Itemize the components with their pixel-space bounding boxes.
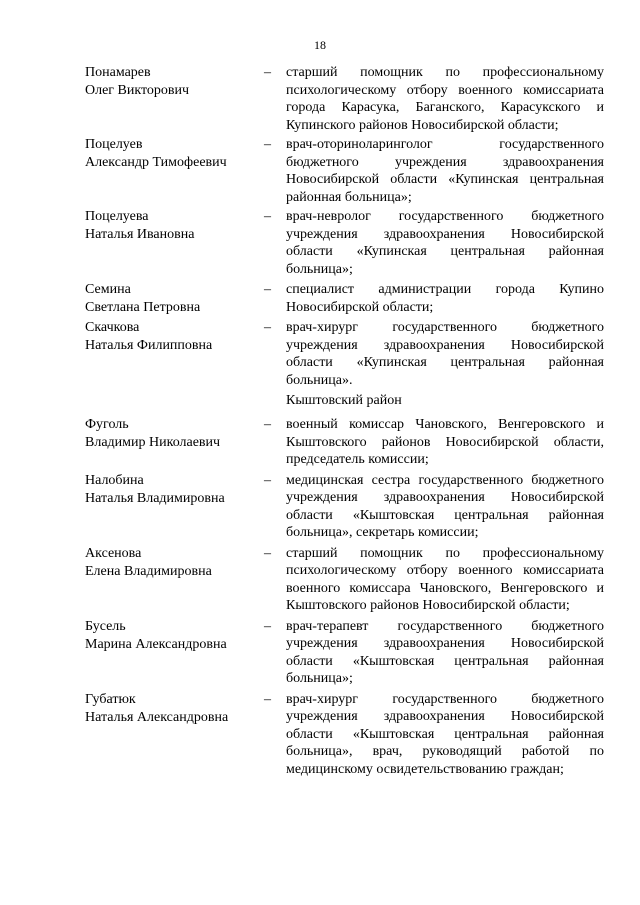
member-given-name: Наталья Филипповна	[85, 338, 213, 353]
dash-separator: –	[264, 137, 271, 152]
member-given-name: Олег Викторович	[85, 83, 190, 98]
member-given-name: Наталья Владимировна	[85, 490, 225, 506]
dash-separator: –	[264, 209, 271, 224]
member-name	[85, 416, 260, 452]
member-name	[85, 136, 260, 172]
member-surname: Бусель	[85, 618, 126, 634]
list-item	[0, 416, 640, 469]
commission-list	[0, 64, 640, 778]
member-position: старший помощник по профессиональному психологическому отбору военного комиссариата города Карасука, Баганского, Карасукского и Купинского районов Новосибирской области;	[286, 65, 604, 133]
list-item	[0, 472, 640, 542]
member-position: врач-невролог государственного бюджетного учреждения здравоохранения Новосибирской области «Купинская центральная районная больница»;	[286, 209, 604, 277]
list-item	[0, 618, 640, 688]
member-surname: Налобина	[85, 472, 144, 488]
member-surname: Поцелуева	[85, 209, 149, 224]
member-position: врач-оториноларинголог государственного бюджетного учреждения здравоохранения Новосибирской области «Купинская центральная районная больница»;	[286, 137, 604, 205]
member-position: старший помощник по профессиональному психологическому отбору военного комиссариата военного комиссара Чановского, Венгеровского и Кыштовского районов Новосибирской области;	[286, 545, 604, 613]
list-item	[0, 208, 640, 278]
member-surname: Губатюк	[85, 691, 136, 707]
member-position: медицинская сестра государственного бюджетного учреждения здравоохранения Новосибирской области «Кыштовская центральная районная больница», секретарь комиссии;	[286, 472, 604, 540]
member-surname: Фуголь	[85, 417, 129, 432]
member-position: врач-хирург государственного бюджетного учреждения здравоохранения Новосибирской области «Кыштовская центральная районная больница», врач, руководящий работой по медицинскому освидетельствованию граждан;	[286, 691, 604, 777]
dash-separator: –	[264, 618, 271, 634]
list-item	[0, 281, 640, 316]
dash-separator: –	[264, 417, 271, 432]
list-item	[0, 319, 640, 389]
member-name	[85, 319, 260, 355]
member-given-name: Наталья Александровна	[85, 709, 229, 725]
member-position: специалист администрации города Купино Новосибирской области;	[286, 282, 604, 315]
member-surname: Семина	[85, 282, 131, 297]
dash-separator: –	[264, 282, 271, 297]
list-item	[0, 64, 640, 134]
list-item	[0, 545, 640, 615]
dash-separator: –	[264, 320, 271, 335]
member-name	[85, 472, 260, 508]
list-item	[0, 136, 640, 206]
member-given-name: Владимир Николаевич	[85, 435, 221, 450]
member-given-name: Светлана Петровна	[85, 300, 201, 315]
member-surname: Скачкова	[85, 320, 140, 335]
member-given-name: Александр Тимофеевич	[85, 155, 227, 170]
member-name	[85, 545, 260, 581]
member-position: врач-хирург государственного бюджетного учреждения здравоохранения Новосибирской области «Купинская центральная районная больница».	[286, 320, 604, 388]
dash-separator: –	[264, 545, 271, 561]
member-given-name: Наталья Ивановна	[85, 227, 195, 242]
dash-separator: –	[264, 472, 271, 488]
member-name	[85, 281, 260, 317]
page-number: 18	[314, 38, 326, 52]
member-surname: Понамарев	[85, 65, 151, 80]
member-position: врач-терапевт государственного бюджетного учреждения здравоохранения Новосибирской области «Кыштовская центральная районная больница»;	[286, 618, 604, 686]
list-item	[0, 691, 640, 779]
member-name	[85, 691, 260, 727]
member-given-name: Марина Александровна	[85, 636, 227, 652]
member-surname: Поцелуев	[85, 137, 143, 152]
member-name	[85, 208, 260, 244]
member-position: военный комиссар Чановского, Венгеровского и Кыштовского районов Новосибирской области, председатель комиссии;	[286, 417, 604, 467]
member-name	[85, 64, 260, 100]
member-surname: Аксенова	[85, 545, 142, 561]
member-given-name: Елена Владимировна	[85, 563, 212, 579]
section-heading: Кыштовский район	[286, 393, 402, 408]
dash-separator: –	[264, 65, 271, 80]
member-name	[85, 618, 260, 654]
dash-separator: –	[264, 691, 271, 707]
